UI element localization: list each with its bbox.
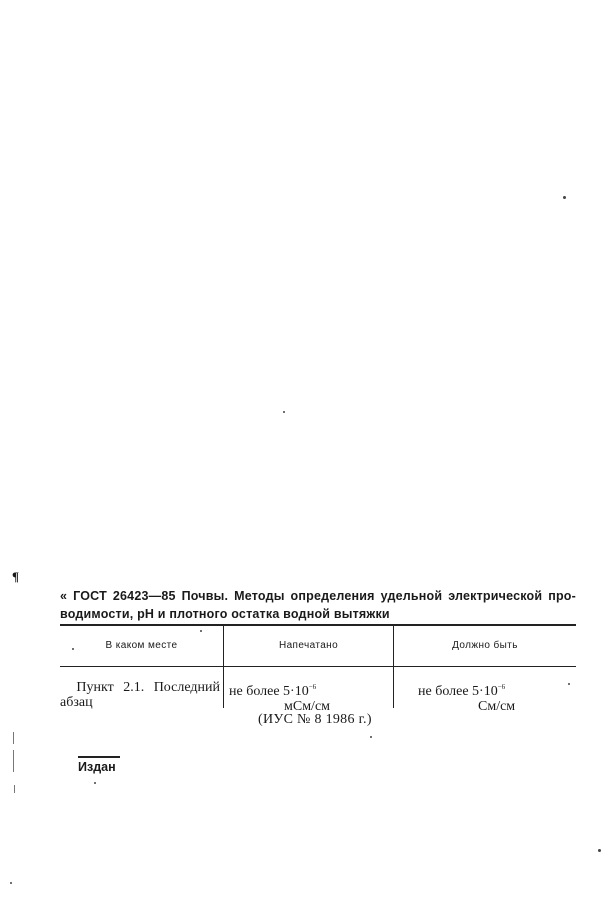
table-cell-printed: [229, 680, 391, 714]
correct-unit: См/см: [478, 699, 516, 714]
source-reference: (ИУС № 8 1986 г.): [258, 712, 372, 727]
heading-line-2: водимости, рН и плотного остатка водной вытяжки: [60, 607, 390, 621]
heading-line-1: « ГОСТ 26423—85 Почвы. Методы определения удельной электрической про-: [60, 589, 576, 603]
bookmark-mark: ¶: [12, 569, 20, 584]
correct-value: не более 5·10: [418, 684, 498, 699]
column-header-correct: Должно быть: [452, 640, 518, 651]
correct-exponent: −6: [497, 683, 506, 691]
table-column-divider: [223, 626, 224, 708]
scan-speck: [283, 411, 285, 413]
margin-mark: [13, 732, 14, 744]
table-cell-location: [60, 680, 220, 710]
publisher-label: Издан: [78, 760, 116, 774]
correct-line-1: [418, 680, 574, 699]
printed-unit: мСм/см: [284, 699, 331, 714]
column-header-location: В каком месте: [105, 640, 178, 651]
column-header-printed: Напечатано: [278, 640, 339, 651]
scan-speck: [200, 630, 202, 632]
table-cell-correct: [418, 680, 574, 714]
margin-mark: [13, 750, 14, 772]
document-heading: [60, 587, 576, 623]
scan-speck: [370, 736, 372, 738]
printed-line-1: [229, 680, 391, 699]
publisher-rule: [78, 756, 120, 758]
margin-mark: [14, 785, 15, 793]
location-line-1: Пункт 2.1. Последний: [76, 680, 220, 695]
table-column-divider: [393, 626, 394, 708]
table-header-rule: [60, 666, 576, 667]
scan-speck: [563, 196, 566, 199]
scan-speck: [598, 849, 601, 852]
scan-speck: [94, 782, 96, 784]
scan-speck: [10, 882, 12, 884]
location-line-2: абзац: [60, 695, 93, 710]
printed-exponent: −6: [308, 683, 317, 691]
table-top-rule: [60, 624, 576, 626]
printed-value: не более 5·10: [229, 684, 309, 699]
